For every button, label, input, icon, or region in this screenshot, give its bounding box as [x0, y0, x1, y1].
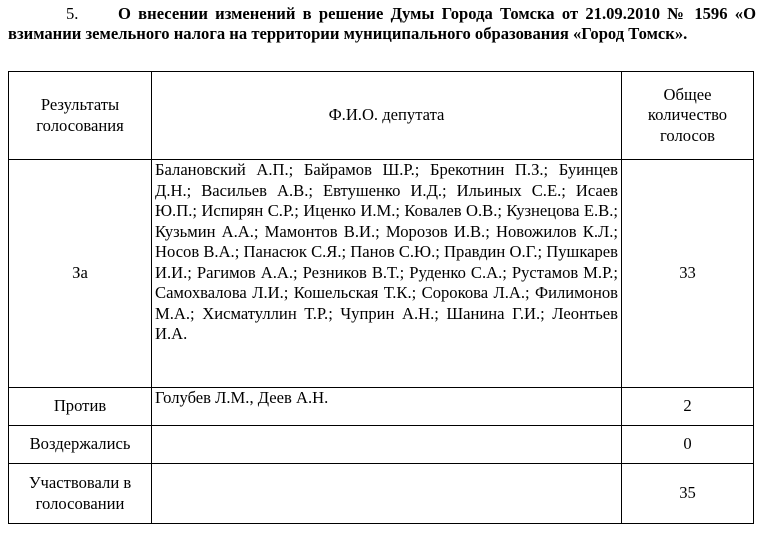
vote-count-cell: 33 [622, 160, 754, 388]
vote-count-cell: 0 [622, 426, 754, 464]
header-results: Результаты голосования [9, 72, 152, 160]
header-total-votes: Общее количество голосов [622, 72, 754, 160]
deputy-names-cell [152, 426, 622, 464]
table-row [9, 426, 754, 464]
table-row [9, 388, 754, 426]
table-row [9, 160, 754, 388]
deputy-names-cell [152, 464, 622, 524]
result-cell: Воздержались [9, 426, 152, 464]
result-cell: Против [9, 388, 152, 426]
vote-count-cell: 35 [622, 464, 754, 524]
table-row [9, 464, 754, 524]
deputy-names-cell: Голубев Л.М., Деев А.Н. [152, 388, 622, 426]
deputy-names-cell: Балановский А.П.; Байрамов Ш.Р.; Брекотнин П.З.; Буинцев Д.Н.; Васильев А.В.; Евтушенко И.Д.; Ильиных С.Е.; Исаев Ю.П.; Испирян С.Р.; Иценко И.М.; Ковалев О.В.; Кузнецова Е.В.; Кузьмин А.А.; Мамонтов В.И.; Морозов И.В.; Новожилов К.Л.; Носов В.А.; Панасюк С.Я.; Панов С.Ю.; Правдин О.Г.; Пушкарев И.И.; Рагимов А.А.; Резников В.Т.; Руденко С.А.; Рустамов М.Р.; Самохвалова Л.И.; Кошельская Т.К.; Сорокова Л.А.; Филимонов М.А.; Хисматуллин Т.Р.; Чуприн А.Н.; Шанина Г.И.; Леонтьев И.А. [152, 160, 622, 388]
voting-results-table [8, 71, 754, 524]
agenda-item-number: 5. [66, 4, 79, 23]
agenda-item-title: О внесении изменений в решение Думы Города Томска от 21.09.2010 № 1596 «О взимании земельного налога на территории муниципального образования «Город Томск». [8, 4, 756, 43]
table-header-row [9, 72, 754, 160]
vote-count-cell: 2 [622, 388, 754, 426]
agenda-item-heading [8, 4, 756, 44]
result-cell: За [9, 160, 152, 388]
header-deputy-name: Ф.И.О. депутата [152, 72, 622, 160]
result-cell: Участвовали в голосовании [9, 464, 152, 524]
